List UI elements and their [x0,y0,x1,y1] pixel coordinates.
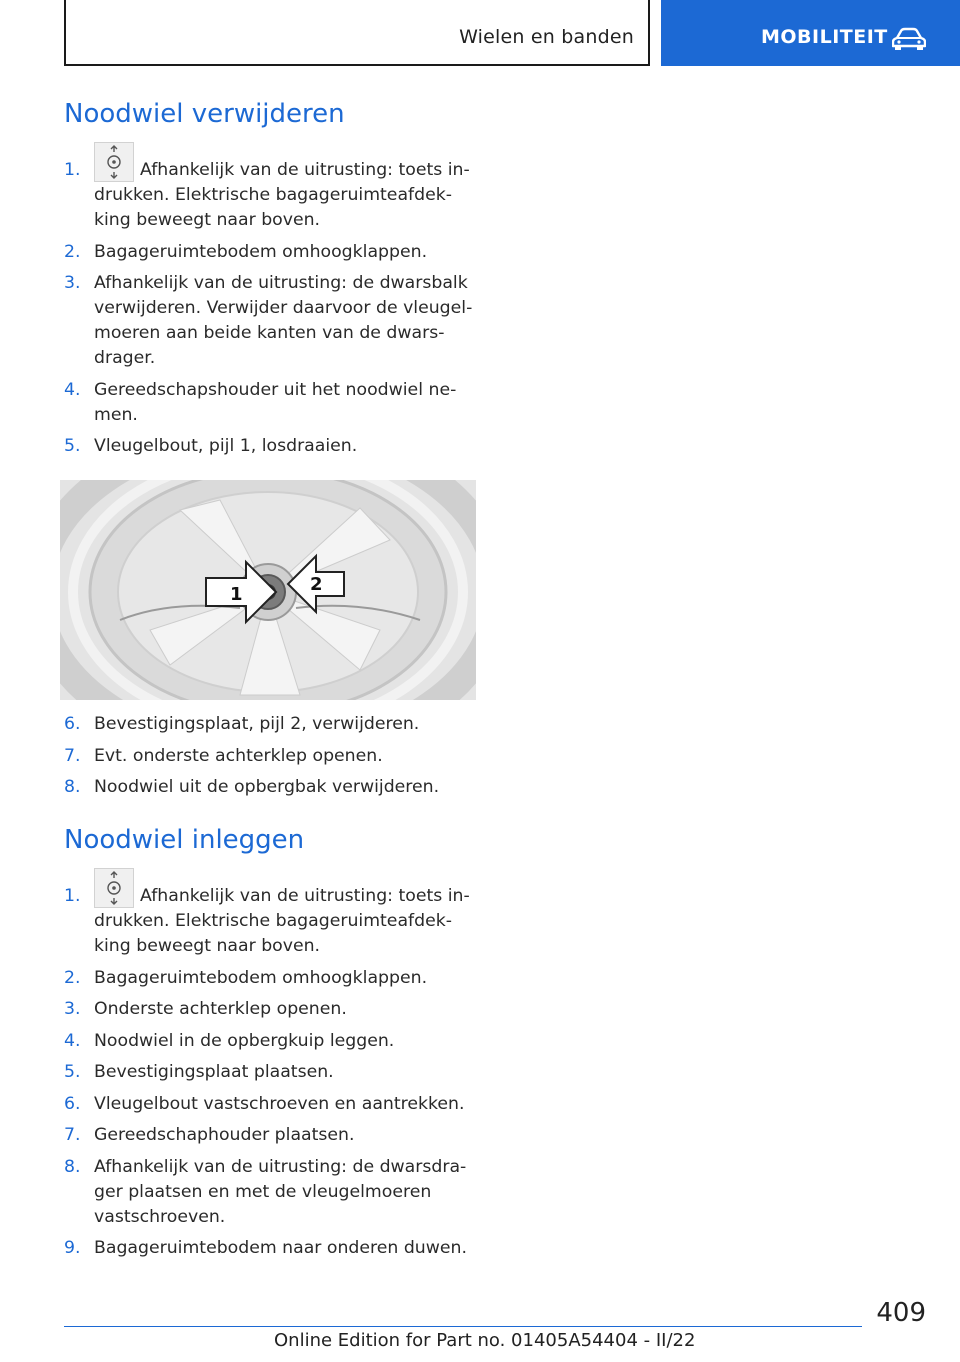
step-text: Bevestigingsplaat plaatsen. [94,1062,334,1082]
list-item [64,744,478,769]
list-item [64,966,478,991]
list-item [64,240,478,265]
step-number: 4. [64,379,81,400]
arrow-2-label: 2 [310,574,323,595]
list-item [64,997,478,1022]
step-number: 1. [64,160,81,180]
step-text: Gereedschapshouder uit het noodwiel ne- men. [94,379,457,425]
step-number: 5. [64,436,81,456]
step-text: Bagageruimtebodem naar onderen duwen. [94,1238,467,1258]
car-icon [892,27,926,51]
list-item [64,712,478,737]
trunk-floor-key-icon [94,868,134,908]
step-number: 2. [64,967,81,988]
spare-wheel-illustration [60,480,476,700]
remove-steps-list-continued [64,712,478,807]
page-number: 409 [876,1298,926,1328]
section-title-remove: Noodwiel verwijderen [64,99,345,129]
header-section-title: Wielen en banden [459,26,634,48]
step-number: 9. [64,1238,81,1258]
remove-steps-list [64,158,478,466]
header-chapter-tab[interactable] [661,0,960,66]
step-text: Afhankelijk van de uitrusting: de dwarsdra- ger plaatsen en met de vleugelmoeren vastschroeven. [94,1156,467,1227]
list-item [64,1236,478,1261]
header-section-box [64,0,650,66]
list-item [64,775,478,800]
step-text: Afhankelijk van de uitrusting: toets in- drukken. Elektrische bagageruimteafdek- king beweegt naar boven. [94,160,470,230]
list-item [64,378,478,428]
list-item [64,434,478,459]
list-item [64,1123,478,1148]
list-item [64,1092,478,1117]
spare-wheel-figure [60,480,476,700]
list-item [64,158,478,233]
step-number: 3. [64,273,81,293]
footer-edition: Online Edition for Part no. 01405A54404 - II/22 [274,1330,696,1351]
step-number: 1. [64,886,81,906]
step-number: 3. [64,999,81,1019]
list-item [64,1060,478,1085]
step-number: 4. [64,1030,81,1051]
list-item [64,884,478,959]
footer-divider [64,1326,862,1327]
step-text: Gereedschaphouder plaatsen. [94,1125,355,1145]
list-item [64,1155,478,1230]
step-number: 5. [64,1062,81,1082]
insert-steps-list [64,884,478,1268]
trunk-floor-key-icon [94,142,134,182]
step-text: Onderste achterklep openen. [94,999,347,1019]
step-number: 7. [64,1125,81,1145]
header-chapter-label: MOBILITEIT [761,26,888,48]
step-text: Bagageruimtebodem omhoogklappen. [94,967,428,988]
step-text: Vleugelbout vastschroeven en aantrekken. [94,1093,465,1114]
step-text: Bevestigingsplaat, pijl 2, verwijderen. [94,714,420,734]
step-text: Evt. onderste achterklep openen. [94,745,383,766]
step-number: 8. [64,777,81,797]
step-text: Noodwiel uit de opbergbak verwijderen. [94,777,440,797]
step-text: Noodwiel in de opbergkuip leggen. [94,1030,395,1051]
step-number: 6. [64,1093,81,1114]
step-text: Afhankelijk van de uitrusting: toets in- drukken. Elektrische bagageruimteafdek- king beweegt naar boven. [94,886,470,956]
step-text: Vleugelbout, pijl 1, losdraaien. [94,436,358,456]
step-number: 2. [64,241,81,262]
step-number: 7. [64,745,81,766]
step-text: Afhankelijk van de uitrusting: de dwarsbalk verwijderen. Verwijder daarvoor de vleugel- moeren aan beide kanten van de dwars- drager. [94,273,473,368]
arrow-1-label: 1 [230,584,243,605]
list-item [64,1029,478,1054]
step-number: 8. [64,1156,81,1177]
step-number: 6. [64,714,81,734]
step-text: Bagageruimtebodem omhoogklappen. [94,241,428,262]
section-title-insert: Noodwiel inleggen [64,825,305,855]
list-item [64,271,478,371]
